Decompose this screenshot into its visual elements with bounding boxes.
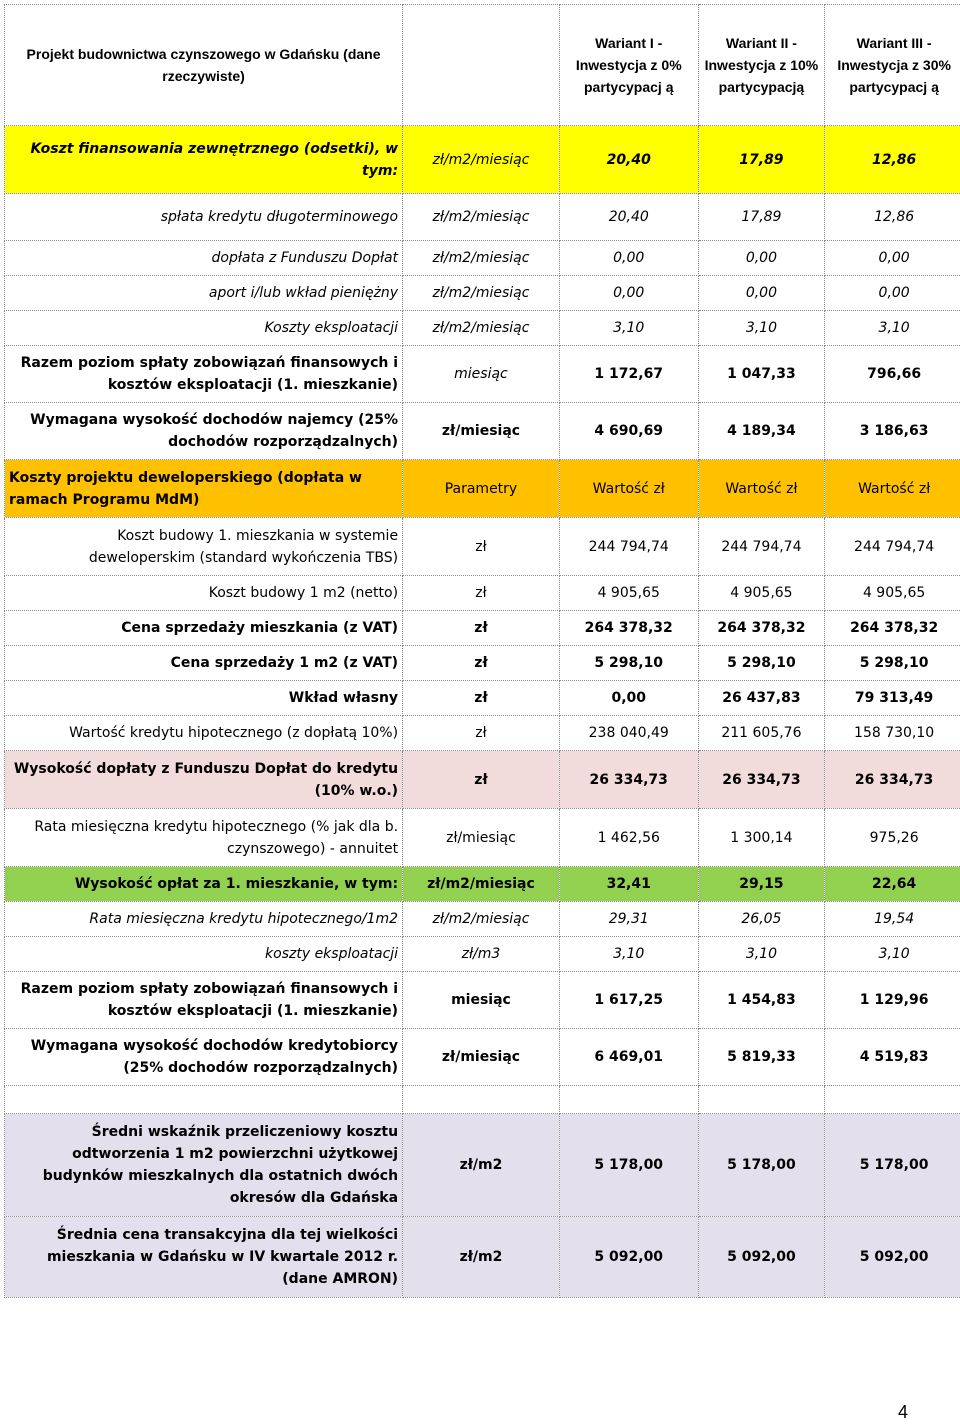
row-value: 5 178,00	[825, 1114, 960, 1217]
row-value: 26 334,73	[825, 751, 960, 809]
row-unit: zł/m2	[403, 1114, 560, 1217]
row-value: 3,10	[559, 937, 698, 972]
variant-2-header: Wariant II - Inwestycja z 10% partycypacją	[698, 5, 825, 126]
row-label: Razem poziom spłaty zobowiązań finansowych i kosztów eksploatacji (1. mieszkanie)	[5, 972, 403, 1029]
row-value: 12,86	[825, 126, 960, 194]
row-value: 3,10	[825, 937, 960, 972]
row-value: 4 189,34	[698, 403, 825, 460]
row-value: 22,64	[825, 867, 960, 902]
table-row	[5, 241, 960, 276]
empty-cell	[403, 1086, 560, 1114]
row-label: Rata miesięczna kredytu hipotecznego (% jak dla b. czynszowego) - annuitet	[5, 809, 403, 867]
row-value: 796,66	[825, 346, 960, 403]
row-unit: zł	[403, 611, 560, 646]
table-row	[5, 518, 960, 576]
row-label: Koszt finansowania zewnętrznego (odsetki), w tym:	[5, 126, 403, 194]
row-label: Średnia cena transakcyjna dla tej wielkości mieszkania w Gdańsku w IV kwartale 2012 r. (dane AMRON)	[5, 1217, 403, 1298]
row-value: 238 040,49	[559, 716, 698, 751]
row-value: 0,00	[559, 276, 698, 311]
row-label: Cena sprzedaży 1 m2 (z VAT)	[5, 646, 403, 681]
row-label: Średni wskaźnik przeliczeniowy kosztu odtworzenia 1 m2 powierzchni użytkowej budynków mieszkalnych dla ostatnich dwóch okresów dla Gdańska	[5, 1114, 403, 1217]
row-value: 244 794,74	[559, 518, 698, 576]
row-value: 3,10	[559, 311, 698, 346]
row-label: Wymagana wysokość dochodów kredytobiorcy (25% dochodów rozporządzalnych)	[5, 1029, 403, 1086]
row-value: 5 298,10	[698, 646, 825, 681]
row-value: 5 178,00	[559, 1114, 698, 1217]
row-value: Wartość zł	[698, 460, 825, 518]
table-row	[5, 611, 960, 646]
row-value: 12,86	[825, 194, 960, 241]
row-value: 1 047,33	[698, 346, 825, 403]
row-value: 1 129,96	[825, 972, 960, 1029]
variant-1-header: Wariant I - Inwestycja z 0% partycypacj ą	[559, 5, 698, 126]
row-value: 0,00	[698, 276, 825, 311]
row-value: 29,15	[698, 867, 825, 902]
table-row	[5, 867, 960, 902]
table-row	[5, 311, 960, 346]
spacer-row	[5, 1086, 960, 1114]
empty-cell	[698, 1086, 825, 1114]
row-value: Wartość zł	[825, 460, 960, 518]
row-unit: zł	[403, 646, 560, 681]
row-label: dopłata z Funduszu Dopłat	[5, 241, 403, 276]
row-label: Wymagana wysokość dochodów najemcy (25% dochodów rozporządzalnych)	[5, 403, 403, 460]
row-unit: zł/miesiąc	[403, 403, 560, 460]
row-value: 4 905,65	[559, 576, 698, 611]
header-row	[5, 5, 960, 126]
table-row	[5, 1114, 960, 1217]
row-value: Wartość zł	[559, 460, 698, 518]
row-unit: zł/m2/miesiąc	[403, 311, 560, 346]
row-unit: miesiąc	[403, 346, 560, 403]
row-unit: zł/miesiąc	[403, 1029, 560, 1086]
empty-cell	[825, 1086, 960, 1114]
row-value: 32,41	[559, 867, 698, 902]
row-value: 211 605,76	[698, 716, 825, 751]
row-label: Wysokość opłat za 1. mieszkanie, w tym:	[5, 867, 403, 902]
row-value: 0,00	[825, 241, 960, 276]
table-row	[5, 1029, 960, 1086]
row-value: 20,40	[559, 126, 698, 194]
table-row	[5, 126, 960, 194]
row-value: 3,10	[698, 937, 825, 972]
row-label: Rata miesięczna kredytu hipotecznego/1m2	[5, 902, 403, 937]
data-table	[4, 4, 960, 1298]
row-value: 17,89	[698, 194, 825, 241]
row-value: 3,10	[825, 311, 960, 346]
row-value: 5 178,00	[698, 1114, 825, 1217]
row-value: 1 617,25	[559, 972, 698, 1029]
row-value: 19,54	[825, 902, 960, 937]
table-row	[5, 716, 960, 751]
table-row	[5, 194, 960, 241]
row-value: 264 378,32	[825, 611, 960, 646]
row-value: 4 905,65	[698, 576, 825, 611]
row-value: 26 437,83	[698, 681, 825, 716]
row-label: Koszt budowy 1. mieszkania w systemie deweloperskim (standard wykończenia TBS)	[5, 518, 403, 576]
row-value: 1 462,56	[559, 809, 698, 867]
row-label: Wkład własny	[5, 681, 403, 716]
row-value: 1 300,14	[698, 809, 825, 867]
table-row	[5, 751, 960, 809]
row-value: 3 186,63	[825, 403, 960, 460]
row-unit: zł/m2	[403, 1217, 560, 1298]
row-value: 244 794,74	[825, 518, 960, 576]
row-unit: zł/m2/miesiąc	[403, 867, 560, 902]
empty-cell	[559, 1086, 698, 1114]
row-value: 158 730,10	[825, 716, 960, 751]
row-value: 0,00	[825, 276, 960, 311]
row-value: 4 905,65	[825, 576, 960, 611]
row-value: 5 298,10	[825, 646, 960, 681]
row-label: spłata kredytu długoterminowego	[5, 194, 403, 241]
row-label: Razem poziom spłaty zobowiązań finansowych i kosztów eksploatacji (1. mieszkanie)	[5, 346, 403, 403]
row-value: 264 378,32	[559, 611, 698, 646]
table-row	[5, 809, 960, 867]
row-label: Wysokość dopłaty z Funduszu Dopłat do kredytu (10% w.o.)	[5, 751, 403, 809]
row-value: 5 819,33	[698, 1029, 825, 1086]
row-value: 26,05	[698, 902, 825, 937]
table-row	[5, 576, 960, 611]
row-value: 1 454,83	[698, 972, 825, 1029]
row-value: 3,10	[698, 311, 825, 346]
row-value: 5 092,00	[559, 1217, 698, 1298]
table-row	[5, 972, 960, 1029]
table-row	[5, 681, 960, 716]
row-value: 6 469,01	[559, 1029, 698, 1086]
row-value: 5 092,00	[698, 1217, 825, 1298]
row-value: 26 334,73	[559, 751, 698, 809]
row-value: 0,00	[559, 241, 698, 276]
empty-cell	[5, 1086, 403, 1114]
row-value: 264 378,32	[698, 611, 825, 646]
row-value: 17,89	[698, 126, 825, 194]
row-value: 975,26	[825, 809, 960, 867]
row-unit: zł/m2/miesiąc	[403, 241, 560, 276]
row-label: aport i/lub wkład pieniężny	[5, 276, 403, 311]
table-row	[5, 346, 960, 403]
row-label: Koszty eksploatacji	[5, 311, 403, 346]
row-unit: zł	[403, 576, 560, 611]
row-unit: zł/m2/miesiąc	[403, 902, 560, 937]
table-row	[5, 1217, 960, 1298]
row-unit: zł/m3	[403, 937, 560, 972]
page-number: 4	[898, 1402, 909, 1422]
row-unit: zł	[403, 716, 560, 751]
row-unit: zł	[403, 681, 560, 716]
row-value: 29,31	[559, 902, 698, 937]
row-value: 79 313,49	[825, 681, 960, 716]
row-value: 0,00	[559, 681, 698, 716]
row-label: koszty eksploatacji	[5, 937, 403, 972]
empty-header-cell	[403, 5, 560, 126]
row-value: 4 519,83	[825, 1029, 960, 1086]
row-unit: zł/m2/miesiąc	[403, 194, 560, 241]
row-unit: zł	[403, 751, 560, 809]
row-value: 20,40	[559, 194, 698, 241]
row-value: 4 690,69	[559, 403, 698, 460]
row-unit: zł/m2/miesiąc	[403, 276, 560, 311]
variant-3-header: Wariant III - Inwestycja z 30% partycypacj ą	[825, 5, 960, 126]
row-unit: zł	[403, 518, 560, 576]
table-row	[5, 460, 960, 518]
row-unit: miesiąc	[403, 972, 560, 1029]
table-row	[5, 403, 960, 460]
row-label: Koszt budowy 1 m2 (netto)	[5, 576, 403, 611]
row-label: Wartość kredytu hipotecznego (z dopłatą 10%)	[5, 716, 403, 751]
table-row	[5, 937, 960, 972]
row-value: 1 172,67	[559, 346, 698, 403]
row-value: 0,00	[698, 241, 825, 276]
row-unit: zł/miesiąc	[403, 809, 560, 867]
row-unit: zł/m2/miesiąc	[403, 126, 560, 194]
table-row	[5, 646, 960, 681]
row-label: Cena sprzedaży mieszkania (z VAT)	[5, 611, 403, 646]
row-value: 5 298,10	[559, 646, 698, 681]
project-title: Projekt budownictwa czynszowego w Gdańsku (dane rzeczywiste)	[5, 5, 403, 126]
row-label: Koszty projektu deweloperskiego (dopłata w ramach Programu MdM)	[5, 460, 403, 518]
table-row	[5, 902, 960, 937]
row-unit: Parametry	[403, 460, 560, 518]
row-value: 26 334,73	[698, 751, 825, 809]
table-row	[5, 276, 960, 311]
row-value: 5 092,00	[825, 1217, 960, 1298]
row-value: 244 794,74	[698, 518, 825, 576]
